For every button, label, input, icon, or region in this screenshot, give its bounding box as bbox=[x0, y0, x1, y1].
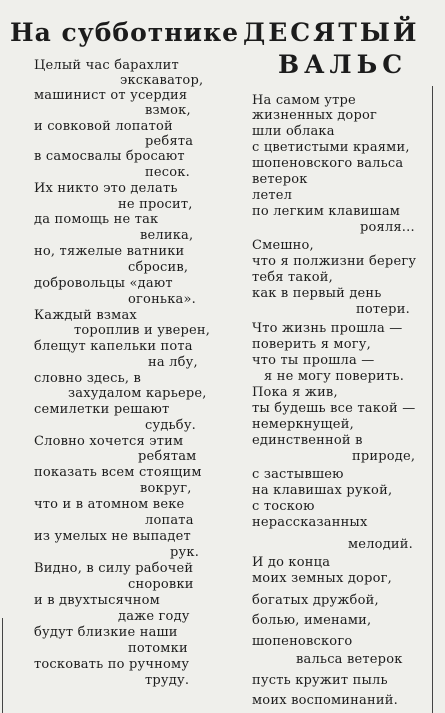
poem-line: Видно, в силу рабочей bbox=[34, 561, 194, 576]
poem-line: поверить я могу, bbox=[252, 337, 371, 352]
poem-line: словно здесь, в bbox=[34, 371, 142, 386]
poem-line: потомки bbox=[128, 641, 188, 656]
poem-line: жизненных дорог bbox=[252, 108, 378, 123]
poem-line: с цветистыми краями, bbox=[252, 140, 410, 155]
poem-line: блещут капельки пота bbox=[34, 339, 193, 354]
poem-line: будут близкие наши bbox=[34, 625, 178, 640]
poem-line: и совковой лопатой bbox=[34, 119, 173, 134]
poem-line: Каждый взмах bbox=[34, 308, 137, 323]
poem-line: ребятам bbox=[138, 449, 197, 464]
poem-line: рук. bbox=[170, 545, 200, 560]
poem-line: что и в атомном веке bbox=[34, 497, 185, 512]
poem-line: труду. bbox=[145, 673, 190, 688]
poem-line: тосковать по ручному bbox=[34, 657, 190, 672]
poem-line: летел bbox=[252, 188, 293, 203]
poem-line: Их никто это делать bbox=[34, 181, 178, 196]
poem-line: в самосвалы бросают bbox=[34, 149, 185, 164]
poem-line: Что жизнь прошла — bbox=[252, 321, 403, 336]
poem-line: Смешно, bbox=[252, 238, 314, 253]
poem-line: я не могу поверить. bbox=[264, 369, 405, 384]
poem-line: и в двухтысячном bbox=[34, 593, 160, 608]
poem-line: добровольцы «дают bbox=[34, 276, 173, 291]
poem-line: ветерок bbox=[252, 172, 308, 187]
poem-line: мелодий. bbox=[348, 537, 413, 552]
poem-line: рояля... bbox=[360, 220, 415, 235]
poem-line: показать всем стоящим bbox=[34, 465, 202, 480]
poem-line: шопеновского вальса bbox=[252, 156, 404, 171]
left-poem-title: На субботнике bbox=[10, 18, 240, 47]
poem-line: тороплив и уверен, bbox=[74, 323, 211, 338]
poem-line: взмок, bbox=[145, 103, 191, 118]
poem-line: богатых дружбой, bbox=[252, 593, 379, 608]
poem-line: но, тяжелые ватники bbox=[34, 244, 185, 259]
poem-line: Словно хочется этим bbox=[34, 434, 184, 449]
poem-line: из умелых не выпадет bbox=[34, 529, 191, 544]
poem-line: болью, именами, bbox=[252, 613, 372, 628]
poem-line: с тоскою bbox=[252, 499, 315, 514]
poem-line: Пока я жив, bbox=[252, 385, 338, 400]
poem-line: судьбу. bbox=[145, 418, 197, 433]
right-border-line bbox=[432, 86, 433, 713]
poem-line: да помощь не так bbox=[34, 212, 159, 227]
poem-line: тебя такой, bbox=[252, 270, 333, 285]
poem-line: На самом утре bbox=[252, 93, 356, 108]
poem-line: моих воспоминаний. bbox=[252, 693, 398, 708]
poem-line: на клавишах рукой, bbox=[252, 483, 393, 498]
poem-line: И до конца bbox=[252, 555, 331, 570]
poem-line: потери. bbox=[356, 302, 410, 317]
right-poem-title-line2: ВАЛЬС bbox=[278, 50, 408, 79]
poem-line: немеркнущей, bbox=[252, 417, 354, 432]
poem-line: на лбу, bbox=[148, 355, 198, 370]
poem-line: семилетки решают bbox=[34, 402, 170, 417]
poem-line: песок. bbox=[145, 165, 190, 180]
poem-line: что ты прошла — bbox=[252, 353, 375, 368]
bottom-left-margin-mark bbox=[2, 618, 3, 713]
poem-line: сбросив, bbox=[128, 260, 189, 275]
poem-line: велика, bbox=[140, 228, 194, 243]
poem-line: Целый час барахлит bbox=[34, 58, 179, 73]
poem-line: по легким клавишам bbox=[252, 204, 401, 219]
poem-line: огонька». bbox=[128, 292, 196, 307]
poem-line: не просит, bbox=[118, 197, 193, 212]
poem-line: лопата bbox=[145, 513, 194, 528]
right-poem-title-line1: ДЕСЯТЫЙ bbox=[243, 18, 420, 47]
poem-line: сноровки bbox=[128, 577, 194, 592]
poem-line: вокруг, bbox=[140, 481, 192, 496]
poem-line: даже году bbox=[118, 609, 190, 624]
poem-line: пусть кружит пыль bbox=[252, 673, 388, 688]
poem-line: шопеновского bbox=[252, 634, 353, 649]
poem-line: ребята bbox=[145, 134, 194, 149]
poem-line: шли облака bbox=[252, 124, 335, 139]
poem-line: единственной в bbox=[252, 433, 363, 448]
poem-line: захудалом карьере, bbox=[68, 386, 207, 401]
poem-line: нерассказанных bbox=[252, 515, 368, 530]
poem-line: с застывшею bbox=[252, 467, 344, 482]
poem-line: ты будешь все такой — bbox=[252, 401, 416, 416]
poem-line: моих земных дорог, bbox=[252, 571, 392, 586]
poem-line: вальса ветерок bbox=[296, 652, 403, 667]
poem-line: машинист от усердия bbox=[34, 88, 188, 103]
poem-line: как в первый день bbox=[252, 286, 382, 301]
poem-line: природе, bbox=[352, 449, 416, 464]
poem-line: что я полжизни берегу bbox=[252, 254, 417, 269]
poem-line: экскаватор, bbox=[120, 73, 204, 88]
